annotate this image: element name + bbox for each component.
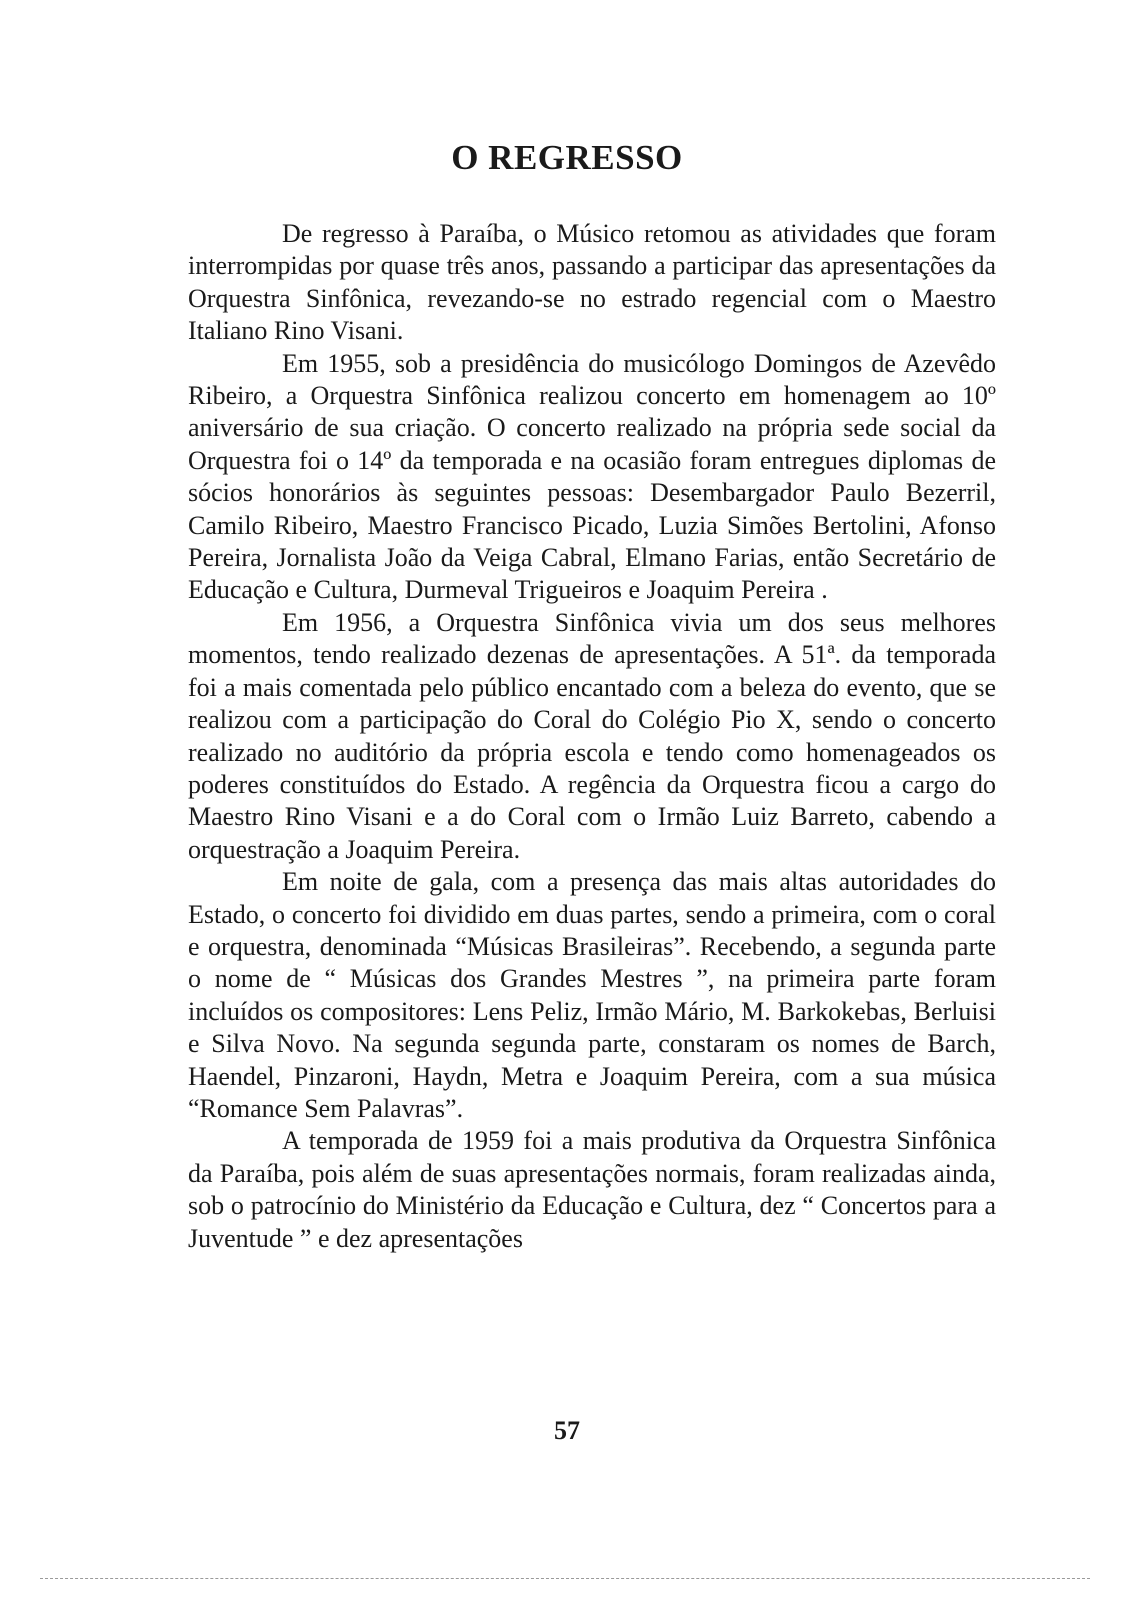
scan-edge-line bbox=[40, 1578, 1090, 1579]
paragraph-1956: Em 1956, a Orquestra Sinfônica vivia um dos seus melhores momentos, tendo realizado dezenas de apresentações. A 51ª. da temporada foi a mais comentada pelo público encantado com a beleza do evento, que se realizou com a participação do Coral do Colégio Pio X, sendo o concerto realizado no auditório da própria escola e tendo como homenageados os poderes constituídos do Estado. A regência da Orquestra ficou a cargo do Maestro Rino Visani e a do Coral com o Irmão Luiz Barreto, cabendo a orquestração a Joaquim Pereira. bbox=[188, 607, 996, 864]
paragraph-return: De regresso à Paraíba, o Músico retomou as atividades que foram interrompidas por quase três anos, passando a participar das apresentações da Orquestra Sinfônica, revezando-se no estrado regencial com o Maestro Italiano Rino Visani. bbox=[188, 219, 996, 346]
paragraph-1955: Em 1955, sob a presidência do musicólogo Domingos de Azevêdo Ribeiro, a Orquestra Sinfônica realizou concerto em homenagem ao 10º aniversário de sua criação. O concerto realizado na própria sede social da Orquestra foi o 14º da temporada e na ocasião foram entregues diplomas de sócios honorários às seguintes pessoas: Desembargador Paulo Bezerril, Camilo Ribeiro, Maestro Francisco Picado, Luzia Simões Bertolini, Afonso Pereira, Jornalista João da Veiga Cabral, Elmano Farias, então Secretário de Educação e Cultura, Durmeval Trigueiros e Joaquim Pereira . bbox=[188, 348, 996, 605]
paragraph-1959: A temporada de 1959 foi a mais produtiva da Orquestra Sinfônica da Paraíba, pois além de suas apresentações normais, foram realizadas ainda, sob o patrocínio do Ministério da Educação e Cultura, dez “ Concertos para a Juventude ” e dez apresentações bbox=[188, 1126, 996, 1253]
page-number: 57 bbox=[554, 1416, 580, 1445]
paragraph-gala-night: Em noite de gala, com a presença das mais altas autoridades do Estado, o concerto foi dividido em duas partes, sendo a primeira, com o coral e orquestra, denominada “Músicas Brasileiras”. Recebendo, a segunda parte o nome de “ Músicas dos Grandes Mestres ”, na primeira parte foram incluídos os compositores: Lens Peliz, Irmão Mário, M. Barkokebas, Berluisi e Silva Novo. Na segunda segunda parte, constaram os nomes de Barch, Haendel, Pinzaroni, Haydn, Metra e Joaquim Pereira, com a sua música “Romance Sem Palavras”. bbox=[188, 867, 996, 1123]
body-text bbox=[188, 218, 996, 1255]
chapter-title: O REGRESSO bbox=[451, 138, 683, 177]
